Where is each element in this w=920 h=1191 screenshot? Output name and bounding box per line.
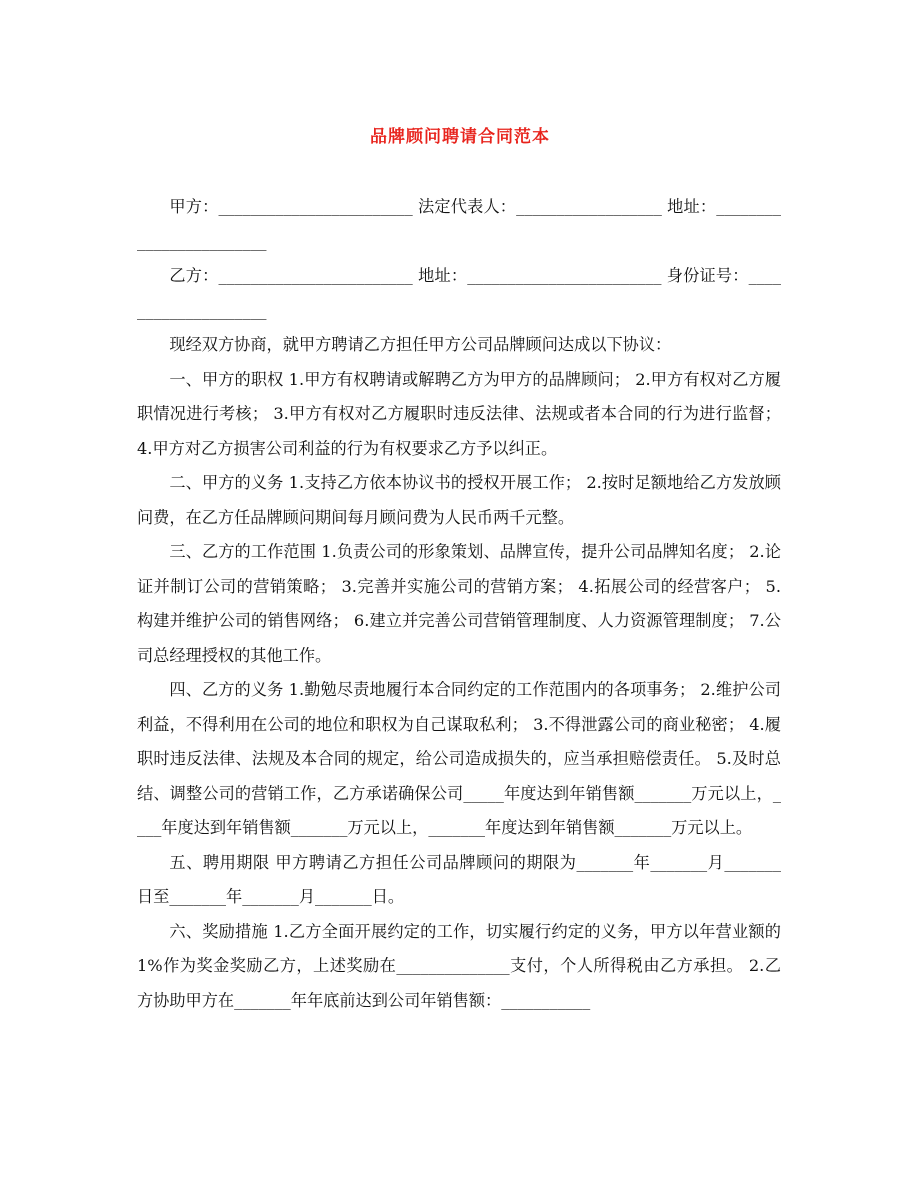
document-title: 品牌顾问聘请合同范本 (370, 127, 550, 147)
clause-4-paragraph: 四、乙方的义务 1.勤勉尽责地履行本合同约定的工作范围内的各项事务； 2.维护公司利益，不得利用在公司的地位和职权为自己谋取私利； 3.不得泄露公司的商业秘密； 4.履职时违反法律、法规及本合同的规定，给公司造成损失的，应当承担赔偿责任。 5.及时总结、调整公司的营销工作，乙方承诺确保公司_____年度达到年销售额_______万元以上，____年度达到年销售额_______万元以上，_______年度达到年销售额_______万元以上。 (137, 680, 781, 837)
intro-paragraph: 现经双方协商，就甲方聘请乙方担任甲方公司品牌顾问达成以下协议： (169, 335, 672, 354)
document-body (137, 190, 781, 1018)
clause-5-paragraph: 五、聘用期限 甲方聘请乙方担任公司品牌顾问的期限为_______年_______月_______日至_______年_______月_______日。 (137, 852, 781, 906)
party-a-paragraph: 甲方：________________________ 法定代表人：__________________ 地址：________________________ (137, 197, 781, 251)
clause-2-paragraph: 二、甲方的义务 1.支持乙方依本协议书的授权开展工作； 2.按时足额地给乙方发放顾问费，在乙方任品牌顾问期间每月顾问费为人民币两千元整。 (137, 473, 781, 527)
clause-6-paragraph: 六、奖励措施 1.乙方全面开展约定的工作，切实履行约定的义务，甲方以年营业额的 1%作为奖金奖励乙方，上述奖励在______________支付，个人所得税由乙方承担。 2.乙方协助甲方在_______年年底前达到公司年销售额：___________ (137, 921, 781, 1010)
clause-1-paragraph: 一、甲方的职权 1.甲方有权聘请或解聘乙方为甲方的品牌顾问； 2.甲方有权对乙方履职情况进行考核； 3.甲方有权对乙方履职时违反法律、法规或者本合同的行为进行监督； 4.甲方对乙方损害公司利益的行为有权要求乙方予以纠正。 (137, 369, 781, 458)
party-b-paragraph: 乙方：________________________ 地址：________________________ 身份证号：____________________ (137, 266, 781, 320)
clause-3-paragraph: 三、乙方的工作范围 1.负责公司的形象策划、品牌宣传，提升公司品牌知名度； 2.论证并制订公司的营销策略； 3.完善并实施公司的营销方案； 4.拓展公司的经营客户； 5.构建并维护公司的销售网络； 6.建立并完善公司营销管理制度、人力资源管理制度； 7.公司总经理授权的其他工作。 (137, 542, 781, 665)
